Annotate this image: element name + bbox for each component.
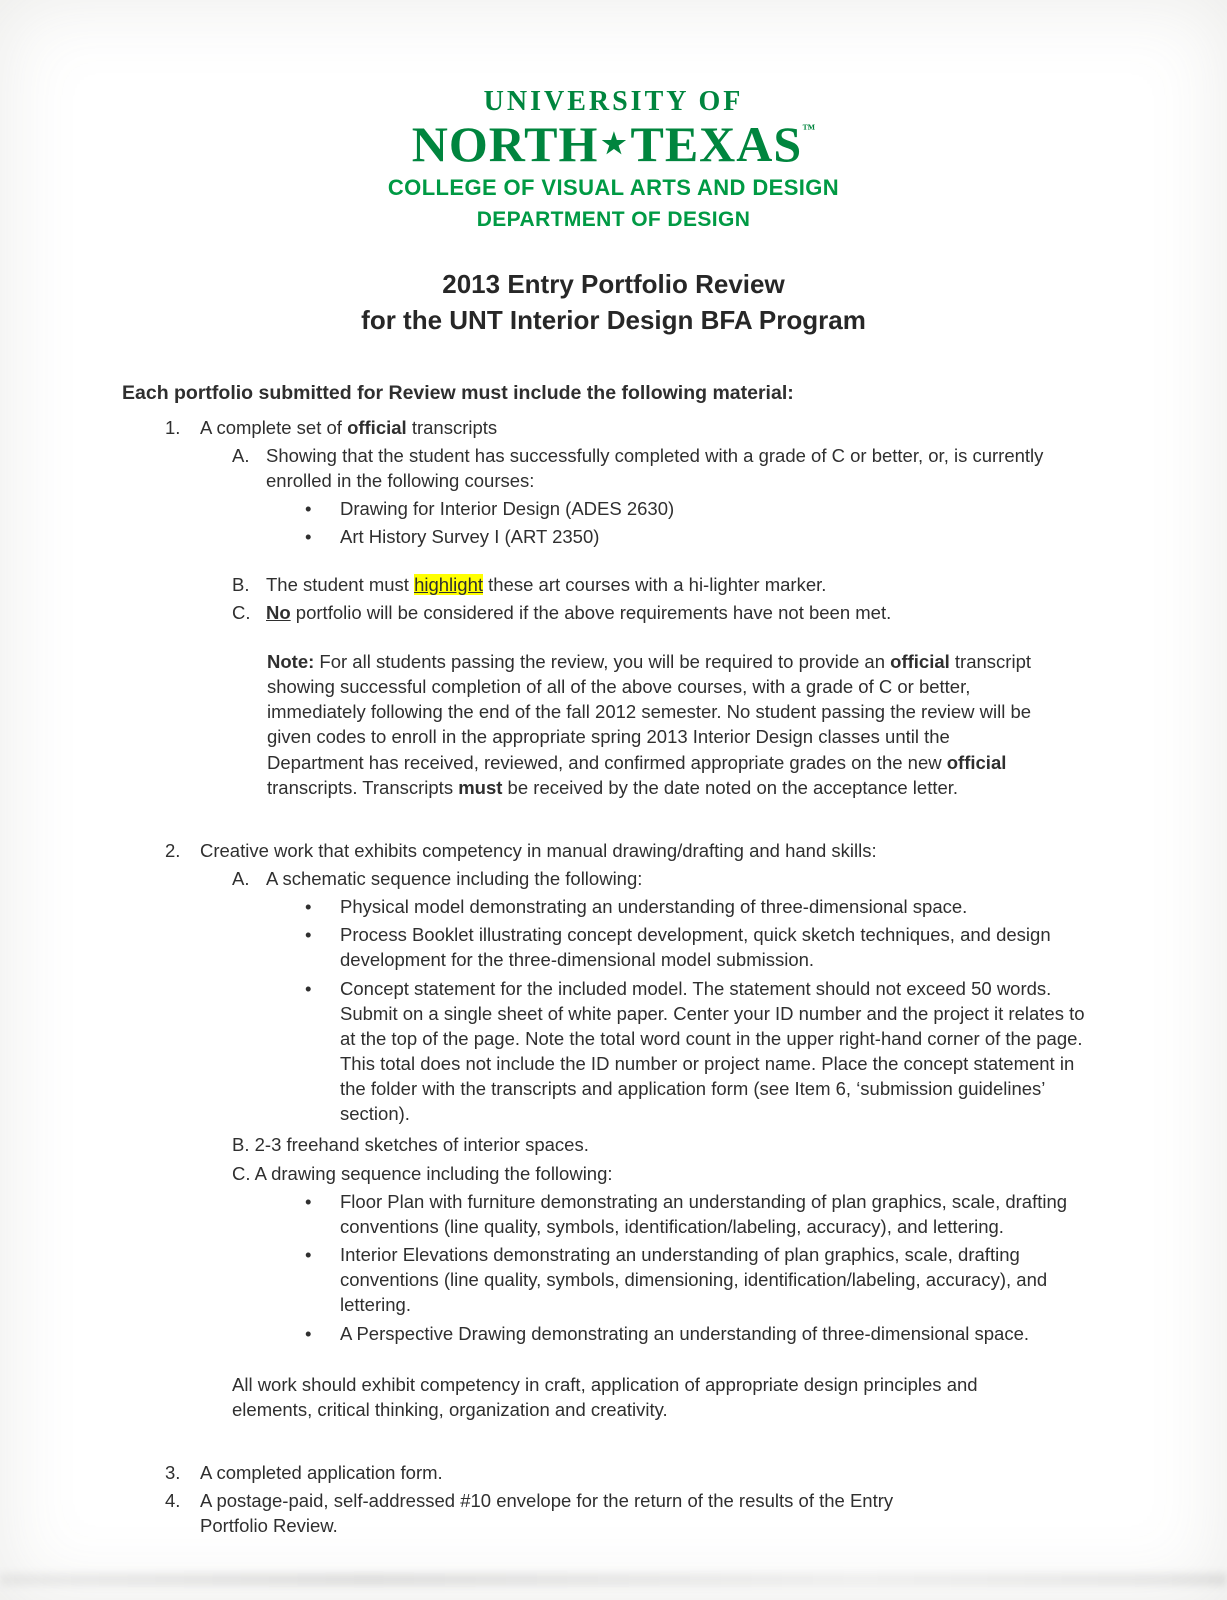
numbered-item-1 [165,415,1092,440]
bullet-icon: • [305,924,312,946]
sub-item-2b: B. 2-3 freehand sketches of interior spaces. [232,1133,589,1155]
star-icon: ★ [601,129,628,160]
drawing-bullet-2-text: Interior Elevations demonstrating an understanding of plan graphics, scale, drafting conventions (line quality, symbols, dimensioning, identification/labeling, accuracy), and lettering. [340,1244,1048,1316]
sub-item-1c-text: No portfolio will be considered if the above requirements have not been met. [266,601,892,623]
bullet-icon: • [305,1322,312,1344]
bullet-icon: • [305,1244,312,1266]
course-bullet-2 [305,524,1092,549]
numbered-item-3 [165,1460,1092,1485]
department-line: DEPARTMENT OF DESIGN [476,207,751,231]
logo-university-of: UNIVERSITY OF [483,86,744,117]
item-2-text: Creative work that exhibits competency in manual drawing/drafting and hand skills: [200,839,877,861]
schematic-bullet-3 [305,976,1092,1127]
sub-item-1c [232,600,1092,625]
closing-paragraph: All work should exhibit competency in craft, application of appropriate design principles and elements, critical thinking, organization and creativity. [232,1373,978,1420]
sub-item-1c-label: C. [232,601,251,623]
title-line-2: for the UNT Interior Design BFA Program [361,304,866,335]
schematic-bullet-3-text: Concept statement for the included model. The statement should not exceed 50 words. Submit on a single sheet of white paper. Center your ID number and the project it relates to at the top of the page. Note the total word count in the upper right-hand corner of the page. This total does not include the ID number or project name. Place the concept statement in the folder with the transcripts and application form (see Item 6, ‘submission guidelines’ section). [340,977,1085,1125]
note-paragraph: Note: For all students passing the review, you will be required to provide an official transcript showing successful completion of all of the above courses, with a grade of C or better, immediately following the end of the fall 2012 semester. No student passing the review will be given codes to enroll in the appropriate spring 2013 Interior Design classes until the Department has received, reviewed, and confirmed appropriate grades on the new official transcripts. Transcripts must be received by the date noted on the acceptance letter. [267,650,1032,798]
bullet-icon: • [305,498,312,520]
sub-item-1b-label: B. [232,573,250,595]
scan-artifact [0,1573,1227,1586]
logo-north-texas [0,118,1227,171]
schematic-bullet-2-text: Process Booklet illustrating concept development, quick sketch techniques, and design development for the three-dimensional model submission. [340,924,1051,971]
item-4-text: A postage-paid, self-addressed #10 envelope for the return of the results of the Entry Portfolio Review. [200,1490,894,1537]
sub-item-1a-label: A. [232,444,250,466]
numbered-item-2 [165,838,1092,863]
bullet-icon: • [305,1190,312,1212]
schematic-bullet-1-text: Physical model demonstrating an understanding of three-dimensional space. [340,896,968,918]
college-line: COLLEGE OF VISUAL ARTS AND DESIGN [387,174,840,200]
course-bullet-1 [305,496,1092,521]
sub-item-1a [232,443,1092,493]
logo-word-north: NORTH [411,116,599,172]
schematic-bullet-1 [305,894,1092,919]
drawing-bullet-2 [305,1242,1092,1317]
sub-item-2a-label: A. [232,867,250,889]
bullet-icon: • [305,526,312,548]
logo-word-texas: TEXAS [630,116,803,172]
sub-item-2a-text: A schematic sequence including the following: [266,867,643,889]
schematic-bullet-2 [305,922,1092,972]
drawing-bullet-3 [305,1321,1092,1346]
item-3-text: A completed application form. [200,1462,443,1484]
item-2-number: 2. [165,839,181,861]
numbered-item-4 [165,1488,1092,1538]
sub-item-1b [232,572,1092,597]
sub-item-2a [232,866,1092,891]
intro-line: Each portfolio submitted for Review must include the following material: [122,382,794,405]
bullet-icon: • [305,896,312,918]
drawing-bullet-1-text: Floor Plan with furniture demonstrating an understanding of plan graphics, scale, drafting conventions (line quality, symbols, identification/labeling, accuracy), and lettering. [340,1190,1068,1238]
course-bullet-2-text: Art History Survey I (ART 2350) [340,526,600,548]
item-1-text: A complete set of official transcripts [200,416,498,438]
unt-logo [0,0,1227,232]
sub-item-2c: C. A drawing sequence including the following: [232,1162,613,1184]
drawing-bullet-1 [305,1189,1092,1239]
document-title [0,266,1227,339]
bullet-icon: • [305,977,312,999]
sub-item-1b-text: The student must highlight these art courses with a hi-lighter marker. [266,573,827,595]
document-body [0,380,1227,1538]
drawing-bullet-3-text: A Perspective Drawing demonstrating an understanding of three-dimensional space. [340,1322,1030,1344]
title-line-1: 2013 Entry Portfolio Review [442,268,785,299]
sub-item-1a-text: Showing that the student has successfully completed with a grade of C or better, or, is currently enrolled in the following courses: [266,444,1044,492]
trademark-symbol: ™ [802,121,816,136]
item-3-number: 3. [165,1462,181,1484]
course-bullet-1-text: Drawing for Interior Design (ADES 2630) [340,498,675,520]
item-1-number: 1. [165,416,181,438]
item-4-number: 4. [165,1490,181,1512]
